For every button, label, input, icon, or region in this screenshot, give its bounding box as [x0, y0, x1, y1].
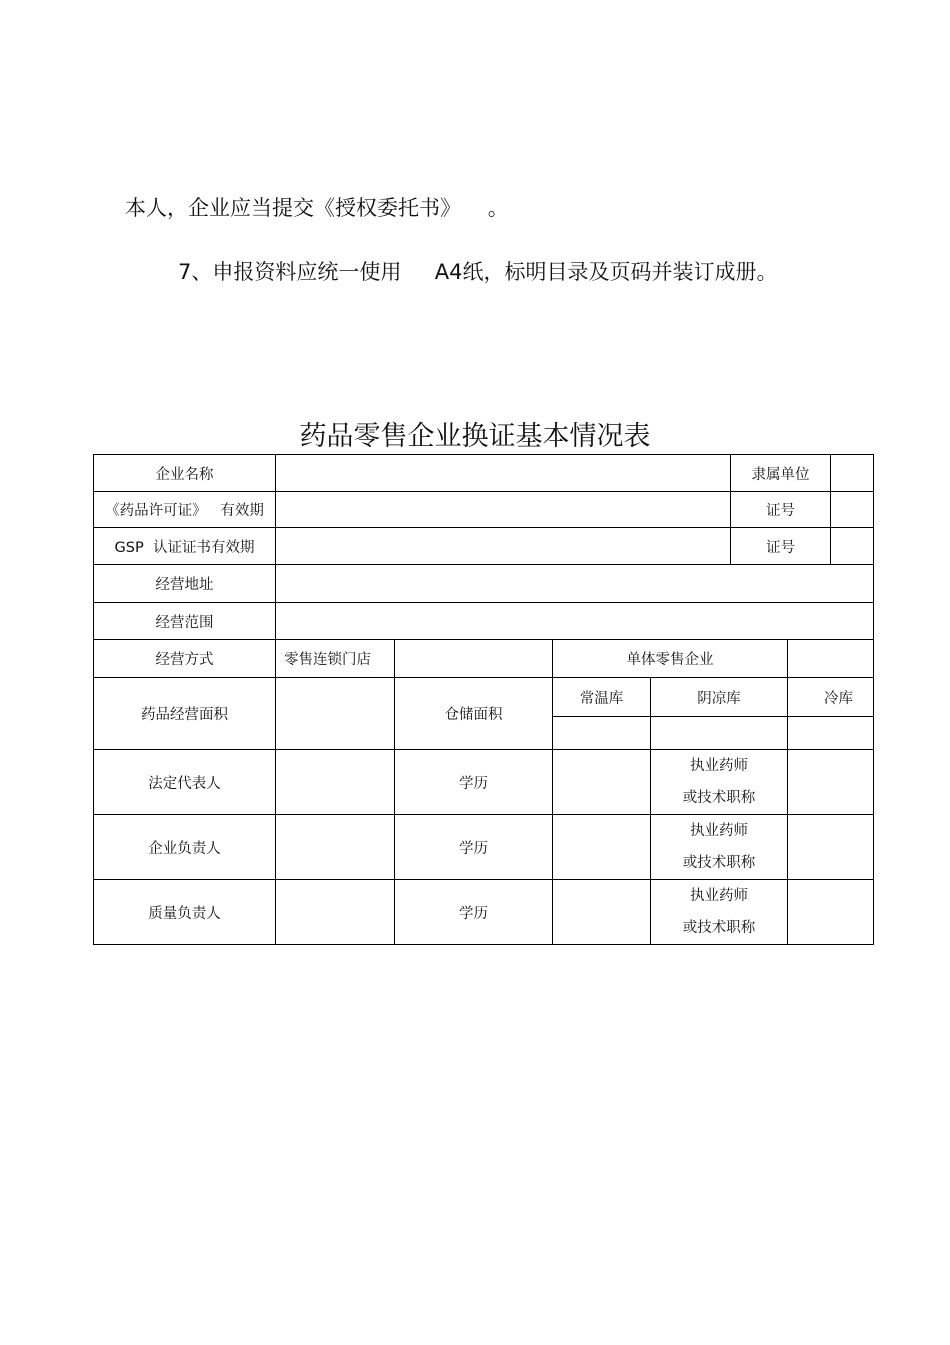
manager-title-label	[651, 815, 788, 880]
gsp-number-label: 证号	[731, 528, 831, 565]
address-field[interactable]	[276, 565, 874, 603]
quality-manager-education-label: 学历	[395, 880, 553, 945]
form-title: 药品零售企业换证基本情况表	[299, 421, 651, 452]
license-number-field[interactable]	[831, 492, 874, 528]
business-area-label: 药品经营面积	[94, 678, 276, 750]
gsp-validity-label: GSP 认证证书有效期	[94, 528, 276, 565]
legal-rep-label: 法定代表人	[94, 750, 276, 815]
affiliation-field[interactable]	[831, 455, 874, 492]
quality-manager-education-field[interactable]	[553, 880, 651, 945]
company-name-field[interactable]	[276, 455, 731, 492]
normal-warehouse-field[interactable]	[553, 717, 651, 750]
technical-title-text: 或技术职称	[682, 790, 756, 806]
technical-title-text: 或技术职称	[682, 855, 756, 871]
single-retail-field[interactable]	[788, 640, 874, 678]
legal-rep-title-label	[651, 750, 788, 815]
quality-manager-label: 质量负责人	[94, 880, 276, 945]
normal-warehouse-label: 常温库	[553, 678, 651, 717]
affiliation-label: 隶属单位	[731, 455, 831, 492]
chain-store-field[interactable]	[395, 640, 553, 678]
cool-warehouse-label: 阴凉库	[651, 678, 788, 717]
quality-manager-field[interactable]	[276, 880, 395, 945]
body-text-line-1: 本人，企业应当提交《授权委托书》 。	[125, 196, 509, 220]
manager-title-field[interactable]	[788, 815, 874, 880]
scope-label: 经营范围	[94, 603, 276, 640]
manager-education-field[interactable]	[553, 815, 651, 880]
manager-label: 企业负责人	[94, 815, 276, 880]
legal-rep-education-label: 学历	[395, 750, 553, 815]
chain-store-label: 零售连锁门店	[276, 640, 395, 678]
scope-field[interactable]	[276, 603, 874, 640]
license-validity-field[interactable]	[276, 492, 731, 528]
cold-warehouse-field[interactable]	[788, 717, 874, 750]
legal-rep-education-field[interactable]	[553, 750, 651, 815]
business-area-field[interactable]	[276, 678, 395, 750]
storage-area-label: 仓储面积	[395, 678, 553, 750]
technical-title-text: 或技术职称	[682, 920, 756, 936]
mode-label: 经营方式	[94, 640, 276, 678]
legal-rep-field[interactable]	[276, 750, 395, 815]
cold-warehouse-label: 冷库	[788, 678, 874, 717]
single-retail-label: 单体零售企业	[553, 640, 788, 678]
license-validity-label: 《药品许可证》 有效期	[94, 492, 276, 528]
license-number-label: 证号	[731, 492, 831, 528]
body-text-line-2: 7、申报资料应统一使用 A4纸，标明目录及页码并装订成册。	[178, 260, 778, 284]
cool-warehouse-field[interactable]	[651, 717, 788, 750]
gsp-number-field[interactable]	[831, 528, 874, 565]
pharmacist-text: 执业药师	[690, 823, 748, 839]
address-label: 经营地址	[94, 565, 276, 603]
manager-education-label: 学历	[395, 815, 553, 880]
manager-field[interactable]	[276, 815, 395, 880]
pharmacist-text: 执业药师	[690, 758, 748, 774]
quality-manager-title-field[interactable]	[788, 880, 874, 945]
company-name-label: 企业名称	[94, 455, 276, 492]
gsp-validity-field[interactable]	[276, 528, 731, 565]
pharmacist-text: 执业药师	[690, 888, 748, 904]
basic-info-form	[93, 454, 874, 945]
quality-manager-title-label	[651, 880, 788, 945]
legal-rep-title-field[interactable]	[788, 750, 874, 815]
